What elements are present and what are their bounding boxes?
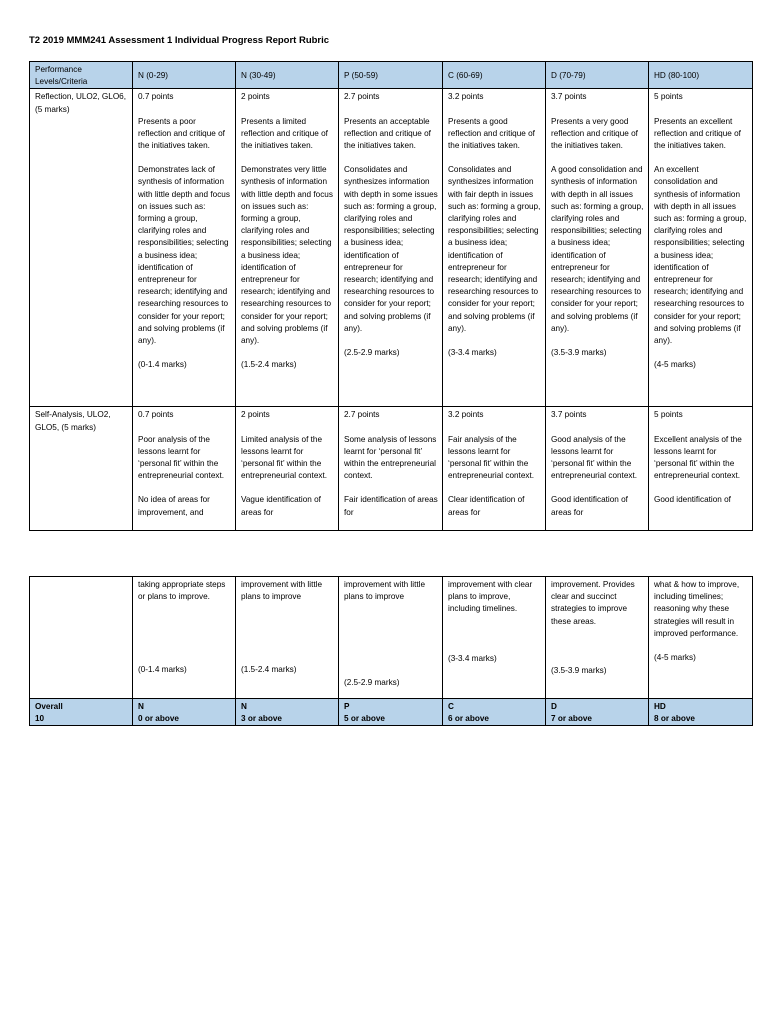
self-analysis-cell-n-0-29 (133, 407, 236, 531)
grade: N (241, 702, 247, 711)
points: 5 points (654, 92, 683, 102)
marks-range: (3-3.4 marks) (448, 348, 497, 358)
self-analysis-cell-d (546, 407, 649, 531)
descriptor-detail: taking appropriate steps or plans to improve. (138, 580, 226, 602)
level-header-n-0-29: N (0-29) (133, 62, 236, 89)
self-analysis-cont-n-30-49 (236, 577, 339, 699)
self-analysis-cont-p (339, 577, 443, 699)
self-analysis-criterion: Self-Analysis, ULO2, GLO5, (5 marks) (30, 407, 133, 531)
reflection-cell-d (546, 89, 649, 407)
descriptor-detail: Consolidates and synthesizes information with fair depth in issues such as: forming a group, clarifying roles and responsibilities; selecting a business idea; identification of entrepreneur for research; identifying and researching resources to consider for your report; and solving problems (if any). (448, 165, 541, 333)
threshold: 3 or above (241, 714, 282, 724)
points: 5 points (654, 410, 683, 420)
overall-cell-c (443, 699, 546, 726)
descriptor-detail: Fair identification of areas for (344, 495, 438, 517)
descriptor-detail: improvement with little plans to improve (344, 580, 425, 602)
self-analysis-criterion-continued (30, 577, 133, 699)
descriptor-detail: Demonstrates very little synthesis of information with little depth and focus on issues such as: forming a group, clarifying roles and responsibilities; selecting a business idea; identification of entrepreneur for research; identifying and researching resources to consider for your report; and solving problems (if any). (241, 165, 333, 346)
rubric-table-page-1 (29, 61, 753, 531)
descriptor: Presents a very good reflection and critique of the initiatives taken. (551, 116, 638, 151)
threshold: 8 or above (654, 714, 695, 724)
grade: P (344, 702, 350, 711)
level-header-p: P (50-59) (339, 62, 443, 89)
level-header-n-30-49: N (30-49) (236, 62, 339, 89)
self-analysis-cell-c (443, 407, 546, 531)
points: 2 points (241, 410, 270, 420)
overall-row (30, 699, 753, 726)
descriptor-detail: improvement with little plans to improve (241, 580, 322, 602)
marks-range: (0-1.4 marks) (138, 360, 187, 370)
reflection-criterion: Reflection, ULO2, GLO6, (5 marks) (30, 89, 133, 407)
descriptor: Presents an excellent reflection and critique of the initiatives taken. (654, 116, 741, 151)
marks-range: (3-3.4 marks) (448, 653, 497, 663)
reflection-cell-c (443, 89, 546, 407)
marks-range: (4-5 marks) (654, 653, 696, 663)
criteria-header: Performance Levels/Criteria (30, 62, 133, 89)
descriptor-detail: Good identification of areas for (551, 495, 628, 517)
points: 2.7 points (344, 410, 380, 420)
descriptor: Good analysis of the lessons learnt for ‘personal fit’ within the entrepreneurial context. (551, 434, 638, 481)
descriptor: Presents a good reflection and critique of the initiatives taken. (448, 116, 535, 151)
threshold: 6 or above (448, 714, 489, 724)
overall-cell-hd (649, 699, 753, 726)
level-header-d: D (70-79) (546, 62, 649, 89)
overall-label (30, 699, 133, 726)
marks-range: (0-1.4 marks) (138, 665, 187, 675)
descriptor-detail: Demonstrates lack of synthesis of information with little depth and focus on issues such as: forming a group, clarifying roles and responsibilities; selecting a business idea; identification of entrepreneur for research; identifying and researching resources to consider for your report; and solving problems (if any). (138, 165, 230, 346)
descriptor: Presents a poor reflection and critique of the initiatives taken. (138, 116, 225, 151)
marks-range: (4-5 marks) (654, 360, 696, 370)
descriptor-detail: what & how to improve, including timelines; reasoning why these strategies will result in improved performance. (654, 580, 740, 638)
grade: N (138, 702, 144, 711)
descriptor-detail: Vague identification of areas for (241, 495, 321, 517)
level-header-hd: HD (80-100) (649, 62, 753, 89)
descriptor-detail: An excellent consolidation and synthesis of information with depth in all issues such as: forming a group, clarifying roles and responsibilities; selecting a business idea; identification of entrepreneur for research; identifying and researching resources to consider for your report; and solving problems (if any). (654, 165, 747, 346)
descriptor: Some analysis of lessons learnt for ‘personal fit’ within the entrepreneurial context. (344, 434, 437, 481)
descriptor: Limited analysis of the lessons learnt for ‘personal fit’ within the entrepreneurial context. (241, 434, 328, 481)
descriptor: Presents a limited reflection and critique of the initiatives taken. (241, 116, 328, 151)
threshold: 7 or above (551, 714, 592, 724)
self-analysis-cell-hd (649, 407, 753, 531)
overall-cell-d (546, 699, 649, 726)
self-analysis-cont-c (443, 577, 546, 699)
self-analysis-cont-d (546, 577, 649, 699)
grade: C (448, 702, 454, 711)
reflection-cell-hd (649, 89, 753, 407)
reflection-cell-n-30-49 (236, 89, 339, 407)
descriptor: Presents an acceptable reflection and critique of the initiatives taken. (344, 116, 431, 151)
self-analysis-row-part-1 (30, 407, 753, 531)
descriptor-detail: improvement with clear plans to improve, including timelines. (448, 580, 533, 614)
grade: D (551, 702, 557, 711)
overall-cell-p (339, 699, 443, 726)
reflection-cell-n-0-29 (133, 89, 236, 407)
self-analysis-cell-n-30-49 (236, 407, 339, 531)
rubric-table-page-2 (29, 576, 753, 726)
descriptor-detail: No idea of areas for improvement, and (138, 495, 210, 517)
overall-cell-n-0 (133, 699, 236, 726)
overall-cell-n-3 (236, 699, 339, 726)
threshold: 0 or above (138, 714, 179, 724)
points: 0.7 points (138, 410, 174, 420)
self-analysis-cont-hd (649, 577, 753, 699)
level-header-c: C (60-69) (443, 62, 546, 89)
grade: HD (654, 702, 666, 711)
header-row (30, 62, 753, 89)
self-analysis-cell-p (339, 407, 443, 531)
descriptor: Fair analysis of the lessons learnt for ‘personal fit’ within the entrepreneurial context. (448, 434, 535, 481)
descriptor-detail: Good identification of (654, 495, 731, 505)
marks-range: (2.5-2.9 marks) (344, 678, 400, 688)
points: 0.7 points (138, 92, 174, 102)
descriptor-detail: Clear identification of areas for (448, 495, 525, 517)
points: 3.7 points (551, 410, 587, 420)
points: 3.2 points (448, 410, 484, 420)
points: 3.7 points (551, 92, 587, 102)
descriptor: Excellent analysis of the lessons learnt for ‘personal fit’ within the entrepreneurial context. (654, 434, 742, 481)
reflection-cell-p (339, 89, 443, 407)
points: 3.2 points (448, 92, 484, 102)
marks-range: (1.5-2.4 marks) (241, 360, 297, 370)
threshold: 5 or above (344, 714, 385, 724)
marks-range: (3.5-3.9 marks) (551, 665, 607, 675)
marks-range: (3.5-3.9 marks) (551, 348, 607, 358)
points: 2 points (241, 92, 270, 102)
descriptor: Poor analysis of the lessons learnt for ‘personal fit’ within the entrepreneurial context. (138, 434, 225, 481)
self-analysis-row-part-2 (30, 577, 753, 699)
marks-range: (1.5-2.4 marks) (241, 665, 297, 675)
overall-total: 10 (35, 714, 45, 724)
descriptor-detail: Consolidates and synthesizes information with depth in some issues such as: forming a group, clarifying roles and responsibilities; selecting a business idea; identification of entrepreneur for research; identifying and researching resources to consider for your report; and solving problems (if any). (344, 165, 438, 333)
marks-range: (2.5-2.9 marks) (344, 348, 400, 358)
document-title: T2 2019 MMM241 Assessment 1 Individual Progress Report Rubric (29, 35, 330, 46)
reflection-row (30, 89, 753, 407)
points: 2.7 points (344, 92, 380, 102)
self-analysis-cont-n-0-29 (133, 577, 236, 699)
overall-title: Overall (35, 702, 63, 711)
descriptor-detail: A good consolidation and synthesis of information with depth in all issues such as: forming a group, clarifying roles and responsibilities; selecting a business idea; identification of entrepreneur for research; identifying and researching resources to consider for your report; and solving problems (if any). (551, 165, 644, 333)
descriptor-detail: improvement. Provides clear and succinct strategies to improve these areas. (551, 580, 635, 626)
